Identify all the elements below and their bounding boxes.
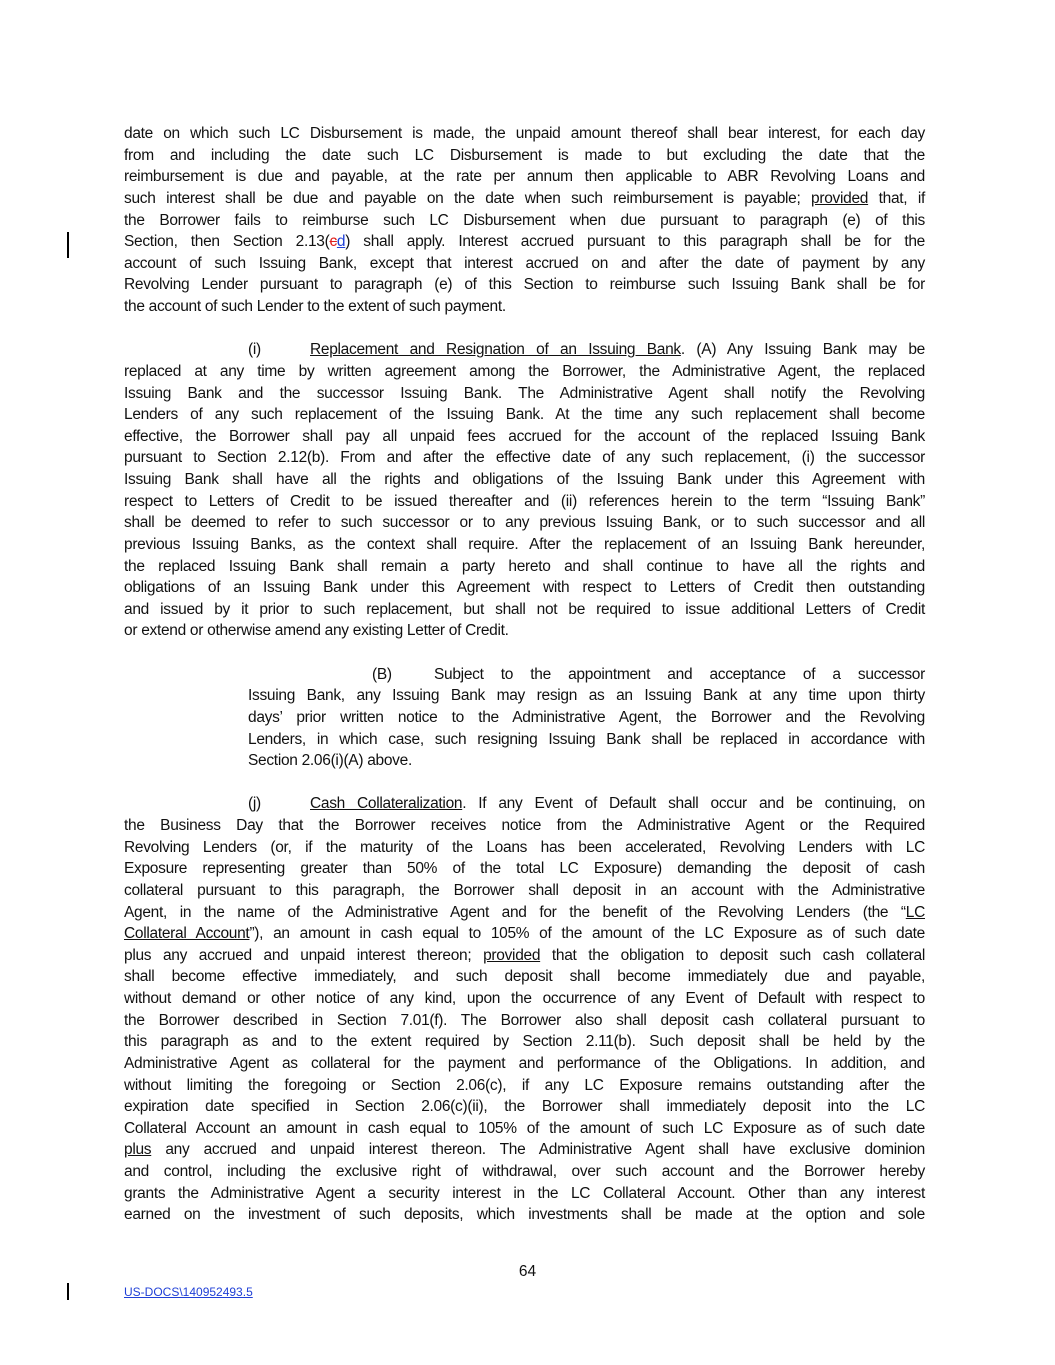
- text-run: . (A) Any Issuing Bank may be: [680, 341, 925, 359]
- underlined-text: plus: [124, 1141, 152, 1159]
- text-line: [124, 210, 925, 232]
- text-line: [248, 750, 925, 772]
- text-run: days’ prior written notice to the Administrative Agent, the Borrower and the Revolving: [248, 708, 925, 726]
- paragraph: [248, 664, 925, 772]
- text-line: [124, 945, 925, 967]
- text-line: [124, 166, 925, 188]
- text-run: from and including the date such LC Disbursement is made to but excluding the date that the: [124, 146, 925, 164]
- text-run: Revolving Lender pursuant to paragraph (e) of this Section to reimburse such Issuing Bank shall be for: [124, 276, 925, 294]
- text-run: Exposure representing greater than 50% of the total LC Exposure) demanding the deposit of cash: [124, 860, 925, 878]
- text-line: [124, 988, 925, 1010]
- text-line: [124, 361, 925, 383]
- text-run: that the obligation to deposit such cash collateral: [540, 946, 925, 964]
- text-run: reimbursement is due and payable, at the rate per annum then applicable to ABR Revolving Loans and: [124, 168, 925, 186]
- text-line: [124, 1139, 925, 1161]
- text-run: expiration date specified in Section 2.06(c)(ii), the Borrower shall immediately deposit into the LC: [124, 1098, 925, 1116]
- paragraph: [124, 339, 925, 642]
- text-run: obligations of an Issuing Bank under this Agreement with respect to Letters of Credit then outstanding: [124, 579, 925, 597]
- text-run: Lenders of any such replacement of the Issuing Bank. At the time any such replacement shall become: [124, 406, 925, 424]
- text-run: Administrative Agent as collateral for the payment and performance of the Obligations. In addition, and: [124, 1054, 925, 1072]
- text-run: the account of such Lender to the extent of such payment.: [124, 298, 506, 315]
- text-line: [124, 447, 925, 469]
- text-line: [248, 729, 925, 751]
- inserted-text: d: [336, 233, 346, 251]
- text-line: [124, 880, 925, 902]
- text-line: [124, 1010, 925, 1032]
- text-run: Lenders, in which case, such resigning Issuing Bank shall be replaced in accordance with: [248, 730, 925, 748]
- text-run: the Borrower fails to reimburse such LC Disbursement when due pursuant to paragraph (e) of this: [124, 211, 925, 229]
- change-bar: [67, 232, 69, 258]
- text-run: pursuant to Section 2.12(b). From and after the effective date of any such replacement, (i) the successor: [124, 449, 925, 467]
- text-line: [124, 923, 925, 945]
- text-line: [124, 512, 925, 534]
- text-line: [124, 145, 925, 167]
- text-line: [124, 1118, 925, 1140]
- text-line: [124, 577, 925, 599]
- text-run: Section 2.06(i)(A) above.: [248, 752, 412, 770]
- text-run: grants the Administrative Agent a security interest in the LC Collateral Account. Other than any interest: [124, 1184, 925, 1202]
- text-run: respect to Letters of Credit to be issued thereafter and (ii) references herein to the term “Issuing Bank”: [124, 492, 925, 510]
- text-line: [124, 383, 925, 405]
- text-line: [124, 966, 925, 988]
- text-run: Issuing Bank and the successor Issuing Bank. The Administrative Agent shall notify the Revolving: [124, 384, 925, 402]
- text-line: [124, 231, 925, 253]
- text-run: the Business Day that the Borrower receives notice from the Administrative Agent or the Required: [124, 817, 925, 834]
- text-line: [124, 534, 925, 556]
- text-line: [124, 1183, 925, 1205]
- text-line: [124, 123, 925, 145]
- underlined-text: provided: [483, 946, 541, 964]
- page-number: 64: [518, 1263, 537, 1280]
- text-run: Agent, in the name of the Administrative Agent and for the benefit of the Revolving Lenders (the “: [124, 903, 906, 921]
- text-line: [124, 1053, 925, 1075]
- text-run: Revolving Lenders (or, if the maturity of the Loans has been accelerated, Revolving Lenders with LC: [124, 838, 925, 856]
- text-run: and control, including the exclusive right of withdrawal, over such account and the Borrower hereby: [124, 1163, 925, 1180]
- paragraph: [124, 793, 925, 1226]
- text-run: plus any accrued and unpaid interest thereon;: [124, 946, 484, 964]
- text-line: [124, 253, 925, 275]
- text-line: [124, 1031, 925, 1053]
- paragraph-label: (i): [248, 341, 261, 359]
- text-run: such interest shall be due and payable on the date when such reimbursement is payable;: [124, 189, 812, 207]
- text-run: shall become effective immediately, and such deposit shall become immediately due and payable,: [124, 968, 925, 986]
- text-line: [124, 404, 925, 426]
- text-run: earned on the investment of such deposits, which investments shall be made at the option and sole: [124, 1206, 925, 1224]
- text-run: account of such Issuing Bank, except that interest accrued on and after the date of payment by any: [124, 254, 925, 272]
- text-run: or extend or otherwise amend any existing Letter of Credit.: [124, 622, 509, 640]
- text-run: that, if: [868, 189, 925, 207]
- text-run: Collateral Account an amount in cash equal to 105% of the amount of such LC Exposure as of such date: [124, 1119, 925, 1137]
- text-run: the Borrower described in Section 7.01(f). The Borrower also shall deposit cash collateral pursuant to: [124, 1011, 925, 1029]
- text-run: ”), an amount in cash equal to 105% of the amount of the LC Exposure as of such date: [249, 925, 925, 943]
- text-run: effective, the Borrower shall pay all unpaid fees accrued for the account of the replaced Issuing Bank: [124, 427, 925, 445]
- underlined-text: Replacement and Resignation of an Issuing Bank: [310, 341, 681, 359]
- text-line: [124, 1204, 925, 1226]
- text-line: [124, 491, 925, 513]
- text-run: without demand or other notice of any kind, upon the occurrence of any Event of Default with respect to: [124, 990, 925, 1007]
- paragraph-label: (j): [248, 795, 261, 813]
- text-run: Section, then Section 2.13(: [124, 233, 330, 251]
- underlined-text: Collateral Account: [124, 925, 250, 943]
- text-line: [248, 707, 925, 729]
- text-run: replaced at any time by written agreement among the Borrower, the Administrative Agent, the replaced: [124, 362, 925, 380]
- text-line: [124, 426, 925, 448]
- text-line: [124, 858, 925, 880]
- text-line: [124, 296, 925, 318]
- text-run: this paragraph as and to the extent required by Section 2.11(b). Such deposit shall be held by the: [124, 1033, 925, 1051]
- paragraph-label: (B): [372, 665, 392, 683]
- underlined-text: LC: [905, 903, 925, 921]
- text-line: [124, 599, 925, 621]
- text-line: [124, 837, 925, 859]
- text-line: [124, 902, 925, 924]
- paragraph: [124, 123, 925, 318]
- text-line: [124, 339, 925, 361]
- text-line: [124, 1075, 925, 1097]
- underlined-text: Cash Collateralization: [310, 795, 463, 813]
- document-id-link[interactable]: US-DOCS\140952493.5: [124, 1285, 253, 1299]
- underlined-text: provided: [811, 189, 869, 207]
- text-run: the replaced Issuing Bank shall remain a party hereto and shall continue to have all the rights and: [124, 557, 925, 575]
- text-run: without limiting the foregoing or Section 2.06(c), if any LC Exposure remains outstanding after the: [124, 1076, 925, 1094]
- document-body: [124, 123, 925, 1248]
- text-line: [124, 815, 925, 837]
- text-run: collateral pursuant to this paragraph, the Borrower shall deposit in an account with the Administrative: [124, 881, 925, 899]
- text-run: any accrued and unpaid interest thereon. The Administrative Agent shall have exclusive dominion: [151, 1141, 925, 1159]
- text-run: and issued by it prior to such replacement, but shall not be required to issue additional Letters of Credit: [124, 600, 925, 618]
- text-line: [124, 620, 925, 642]
- text-line: [124, 1161, 925, 1183]
- text-line: [248, 685, 925, 707]
- text-run: ) shall apply. Interest accrued pursuant to this paragraph shall be for the: [345, 233, 925, 251]
- deleted-text: c: [329, 233, 337, 251]
- text-run: . If any Event of Default shall occur and be continuing, on: [462, 795, 925, 813]
- text-line: [124, 793, 925, 815]
- text-line: [124, 556, 925, 578]
- text-line: [124, 1096, 925, 1118]
- text-line: [124, 469, 925, 491]
- text-run: shall be deemed to refer to such successor or to any previous Issuing Bank, or to such successor and all: [124, 514, 925, 532]
- text-run: Issuing Bank, any Issuing Bank may resign as an Issuing Bank at any time upon thirty: [248, 687, 925, 705]
- text-run: date on which such LC Disbursement is made, the unpaid amount thereof shall bear interest, for each day: [124, 125, 925, 142]
- text-run: Issuing Bank shall have all the rights and obligations of the Issuing Bank under this Agreement with: [124, 471, 925, 488]
- change-bar: [67, 1283, 69, 1300]
- text-line: [124, 274, 925, 296]
- text-run: previous Issuing Banks, as the context shall require. After the replacement of an Issuing Bank hereunder,: [124, 535, 925, 553]
- text-line: [124, 188, 925, 210]
- text-line: [248, 664, 925, 686]
- text-run: Subject to the appointment and acceptance of a successor: [434, 665, 925, 683]
